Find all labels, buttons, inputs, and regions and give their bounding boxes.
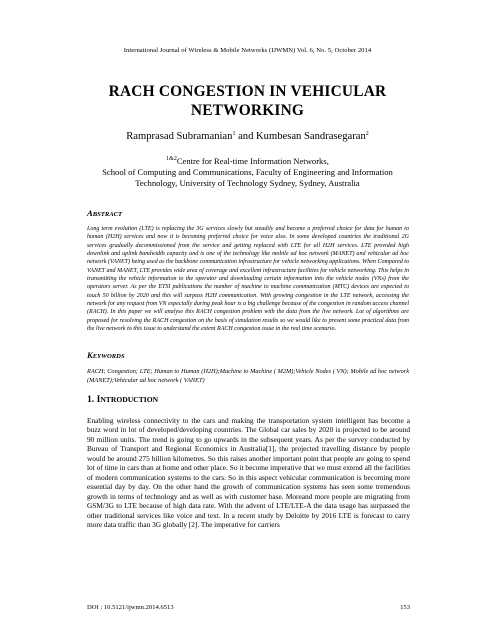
keywords-text: RACH; Congestion; LTE; Human to Human (H2H);Machine to Machine ( M2M);Vehicle Nodes ( VN); Mobile ad hoc network (MANET);Vehicular ad hoc network ( VANET) xyxy=(87,368,409,385)
author-2: Kumbesan Sandrasegaran xyxy=(256,131,366,142)
author-separator: and xyxy=(235,131,257,142)
abstract-heading: ABSTRACT xyxy=(87,208,123,218)
affiliation-line-2: School of Computing and Communications, Faculty of Engineering and Information xyxy=(102,167,393,177)
author-1-mark: 1 xyxy=(232,131,236,137)
abstract-text: Long term evolution (LTE) is replacing the 3G services slowly but steadily and become a preferred choice for data for human to human (H2H) services and now it is becoming preferred choice for voice also. In some developed countries the traditional 2G services gradually decommissioned from the service and getting replaced with LTE for all H2H services. LTE provided high downlink and uplink bandwidth capacity and is one of the technology like mobile ad hoc network (MANET) and vehicular ad hoc network (VANET) being used as the backbone communication infrastructure for vehicle networking applications. When Compared to VANET and MANET, LTE provides wide area of coverage and excellent infrastructure facilities for vehicle networking. This helps in transmitting the vehicle information to the operator and downloading certain information into the vehicle nodes (VNs) from the operators server. As per the ETSI publications the number of machine to machine communication (MTC) devices are expected to touch 50 billion by 2020 and this will surpass H2H communication. With growing congestion in the LTE network, accessing the network for any request from VN especially during peak hour is a big challenge because of the congestion in random access channel (RACH). In this paper we will analyse this RACH congestion problem with the data from the live network. Lot of algorithms are proposed for resolving the RACH congestion on the basis of simulation results so we would like to present some practical data from the live network to this issue to understand the extent RACH congestion issue in the real time scenario. xyxy=(87,226,409,333)
introduction-text: Enabling wireless connectivity to the cars and making the transportation system intelligent has become a buzz word in lot of developed/developing countries. The Global car sales by 2020 is projected to be around 90 million units. The trend is going to go upwards in the subsequent years. As per the survey conducted by Bureau of Transport and Regional Economics in Australia[1], the projected travelling distance by people would be around 275 billion kilometres. So this raises another important point that people are going to spend lot of time in cars than at home and other place. So it become imperative that we must extend all the facilities of modern communication systems to the cars. So in this aspect vehicular communication is becoming more essential day by day. On the other hand the growth of communication systems has seen some tremendous growth in terms of technology and as well as with customer base. Moreand more people are migrating from GSM/3G to LTE because of high data rate. With the advent of LTE/LTE-A the data usage has surpassed the other traditional services like voice and text. In a recent study by Deloitte by 2016 LTE is forecast to carry more data traffic than 3G globally [2]. The imperative for carriers xyxy=(87,416,410,529)
author-2-mark: 2 xyxy=(365,131,369,137)
affiliation-line-3: Technology, University of Technology Sydney, Sydney, Australia xyxy=(135,178,360,188)
paper-title xyxy=(60,82,435,120)
running-head: International Journal of Wireless & Mobile Networks (IJWMN) Vol. 6, No. 5, October 2014 xyxy=(123,47,372,54)
affiliation xyxy=(60,154,435,189)
keywords-heading: KEYWORDS xyxy=(87,350,125,360)
author-1: Ramprasad Subramanian xyxy=(126,131,233,142)
footer-doi: DOI : 10.5121/ijwmn.2014.6513 xyxy=(87,604,174,611)
introduction-heading: 1. INTRODUCTION xyxy=(87,394,159,405)
author-list xyxy=(0,131,495,142)
title-line-1: RACH CONGESTION IN VEHICULAR xyxy=(108,83,387,100)
affiliation-mark: 1&2 xyxy=(166,156,177,162)
affiliation-line-1: $^{1\&2}$Centre for Real-time Information Networks, xyxy=(166,156,329,166)
page-number: 153 xyxy=(400,604,410,611)
title-line-2: NETWORKING xyxy=(190,102,305,119)
